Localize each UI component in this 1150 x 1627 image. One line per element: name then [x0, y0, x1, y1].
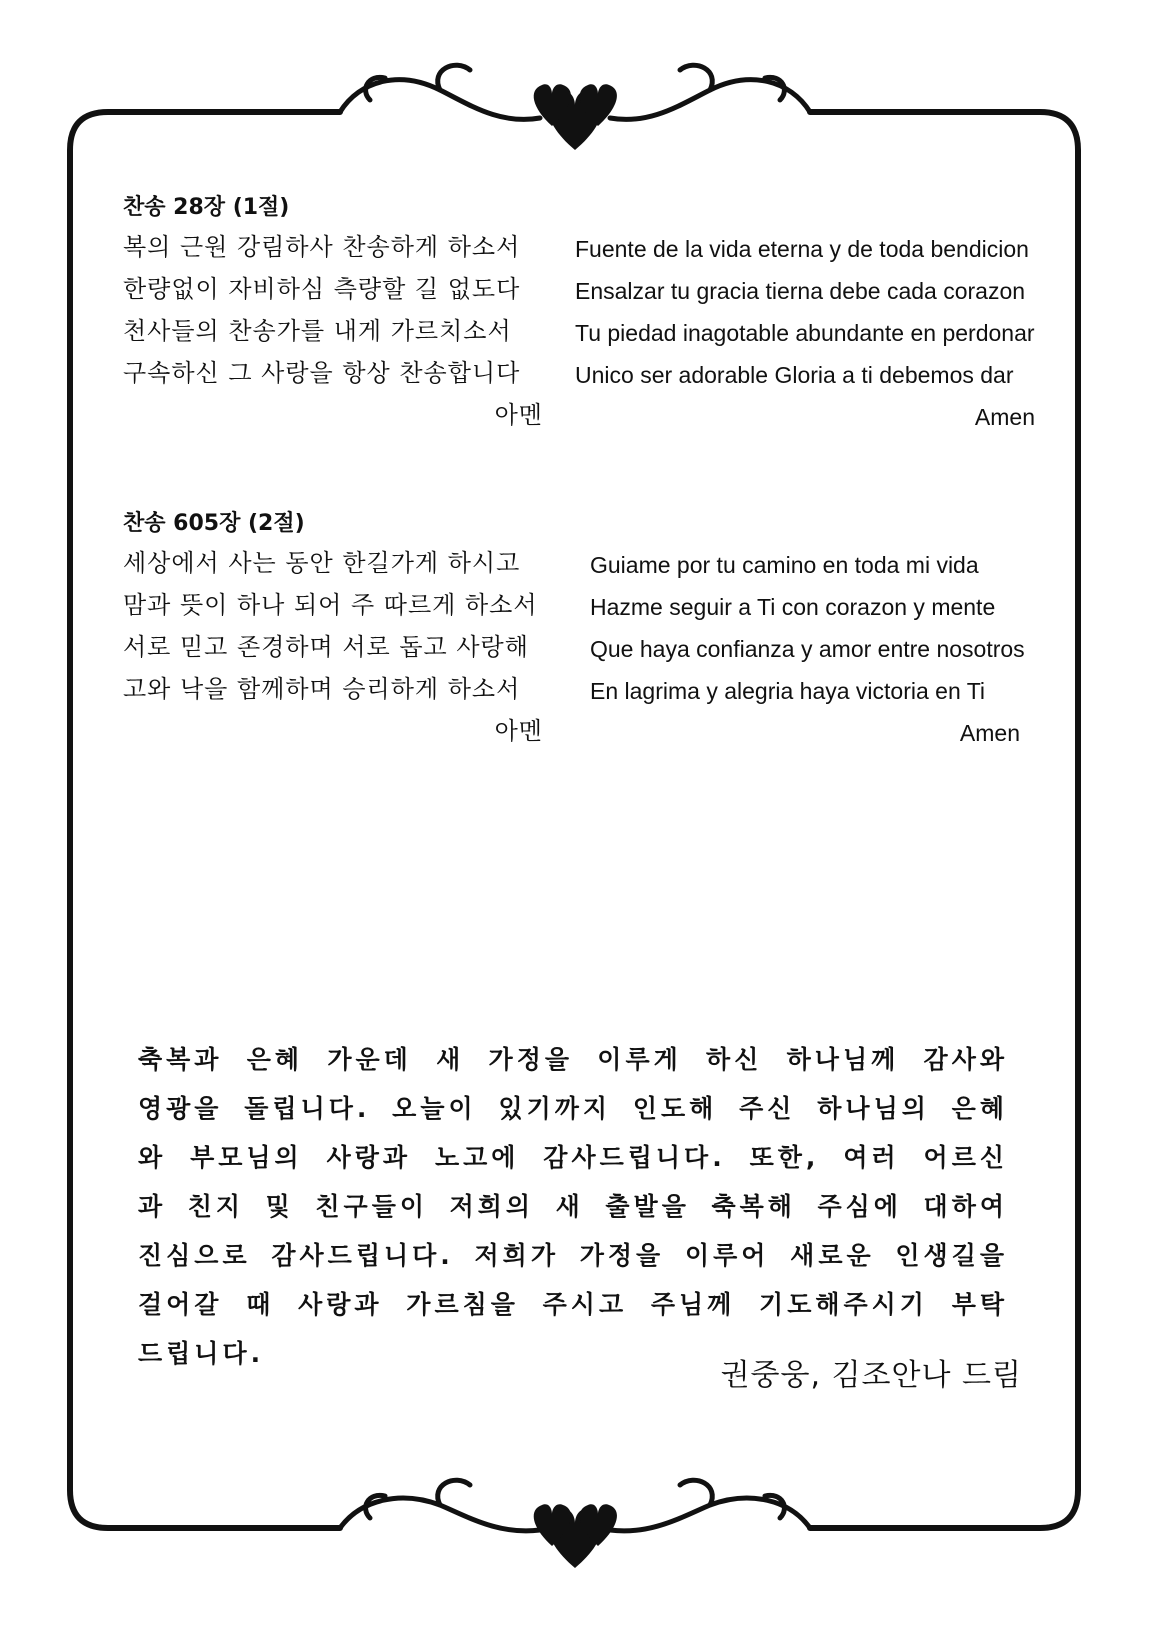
lyric-line: Hazme seguir a Ti con corazon y mente	[590, 594, 996, 620]
hymn-1-spanish-lyrics	[575, 228, 1060, 438]
bottom-hearts-icon	[534, 1504, 617, 1568]
thank-you-message: 축복과 은혜 가운데 새 가정을 이루게 하신 하나님께 감사와 영광을 돌립니다. 오늘이 있기까지 인도해 주신 하나님의 은혜와 부모님의 사랑과 노고에 감사드립니다. 또한, 여러 어르신과 친지 및 친구들이 저희의 새 출발을 축복해 주심에 대하여 진심으로 감사드립니다. 저희가 가정을 이루어 새로운 인생길을 걸어갈 때 사랑과 가르침을 주시고 주님께 기도해주시기 부탁드립니다.	[138, 1045, 1008, 1368]
hymn-2-spanish-lyrics	[590, 544, 1030, 754]
lyric-line: 고와 낙을 함께하며 승리하게 하소서	[123, 675, 521, 703]
lyric-line: 세상에서 사는 동안 한길가게 하시고	[123, 549, 521, 577]
amen-label: 아멘	[494, 401, 543, 429]
lyric-line: Unico ser adorable Gloria a ti debemos dar	[575, 362, 1014, 388]
lyric-line: Ensalzar tu gracia tierna debe cada corazon	[575, 278, 1026, 304]
hymn-2-title: 찬송 605장 (2절)	[123, 511, 305, 536]
lyric-line: En lagrima y alegria haya victoria en Ti	[590, 678, 986, 704]
lyric-line: Guiame por tu camino en toda mi vida	[590, 552, 979, 578]
hymn-2-korean-lyrics	[123, 542, 543, 752]
hymn-1-korean-lyrics	[123, 226, 543, 436]
hymn-1-title: 찬송 28장 (1절)	[123, 195, 290, 220]
lyric-line: Tu piedad inagotable abundante en perdonar	[575, 320, 1035, 346]
lyric-line: 맘과 뜻이 하나 되어 주 따르게 하소서	[123, 591, 538, 619]
lyric-line: 복의 근원 강림하사 찬송하게 하소서	[123, 233, 521, 261]
lyric-line: Que haya confianza y amor entre nosotros	[590, 636, 1025, 662]
lyric-line: 구속하신 그 사랑을 항상 찬송합니다	[123, 359, 521, 387]
lyric-line: Fuente de la vida eterna y de toda bendicion	[575, 236, 1029, 262]
amen-label: Amen	[974, 404, 1035, 430]
amen-label: Amen	[959, 720, 1020, 746]
amen-label: 아멘	[494, 717, 543, 745]
lyric-line: 서로 믿고 존경하며 서로 돕고 사랑해	[123, 633, 529, 661]
lyric-line: 천사들의 찬송가를 내게 가르치소서	[123, 317, 512, 345]
lyric-line: 한량없이 자비하심 측량할 길 없도다	[123, 275, 521, 303]
top-hearts-icon	[534, 84, 617, 150]
signature: 권중웅, 김조안나 드림	[720, 1358, 1022, 1393]
